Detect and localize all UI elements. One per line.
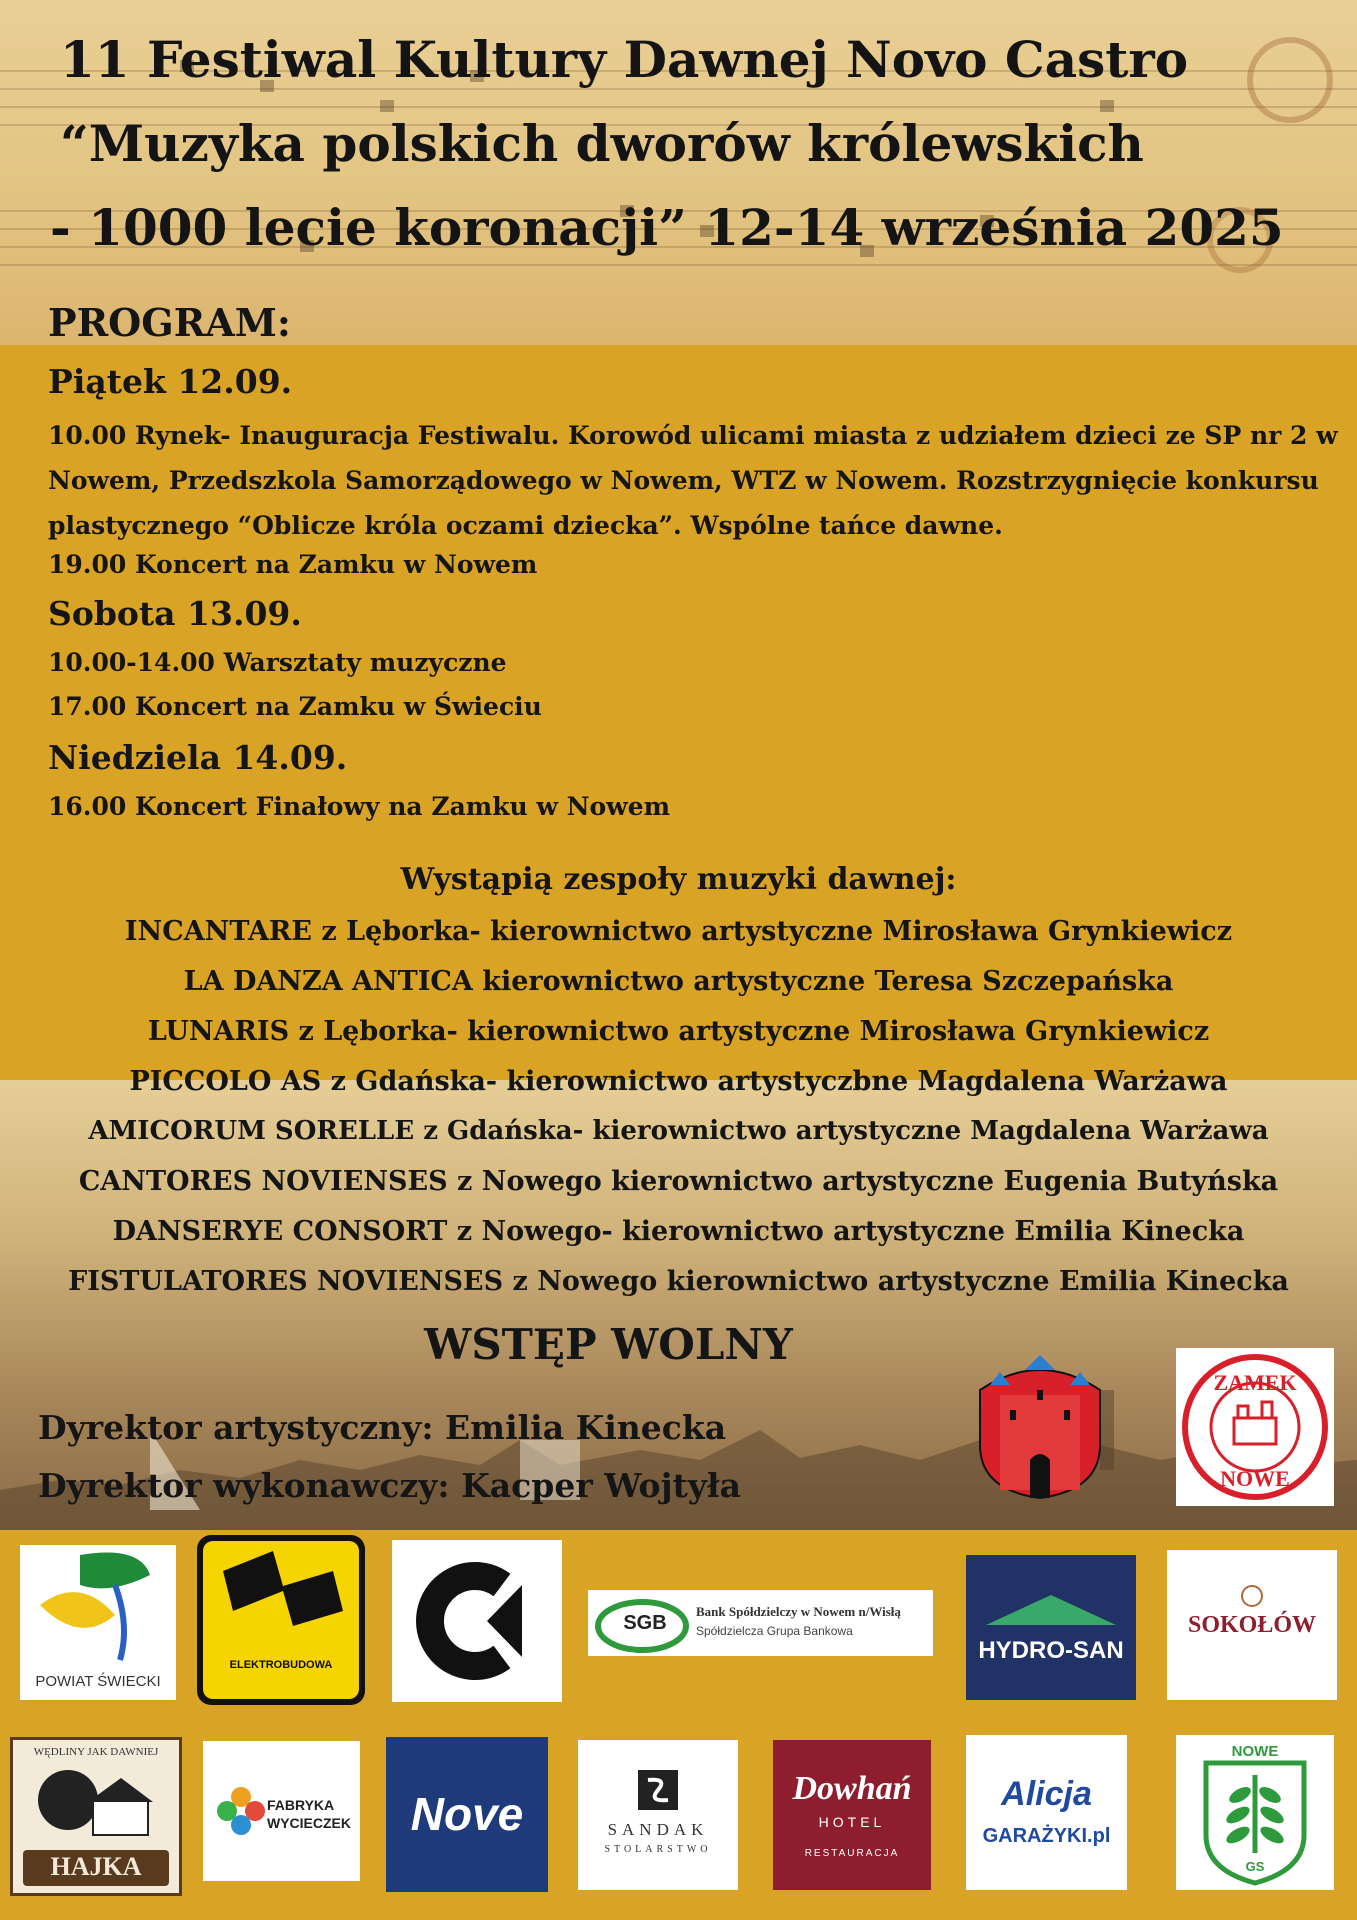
sandak-logo <box>578 1740 738 1890</box>
ensemble-item: FISTULATORES NOVIENSES z Nowego kierownictwo artystyczne Emilia Kinecka <box>68 1266 1289 1297</box>
nowe-label: NOWE <box>1220 1466 1290 1491</box>
powiat-label: POWIAT ŚWIECKI <box>35 1673 161 1690</box>
elektrobudowa-label: ELEKTROBUDOWA <box>229 1659 333 1671</box>
program-heading: PROGRAM: <box>48 300 291 345</box>
dowhan-hotel-label: HOTEL <box>818 1814 886 1830</box>
town-engraving-background <box>0 1080 1357 1530</box>
zamek-label: ZAMEK <box>1213 1370 1297 1395</box>
gs-nowe-logo <box>1176 1735 1334 1890</box>
fabryka-wycieczek-logo <box>203 1741 360 1881</box>
sgb-bank-logo <box>588 1590 933 1656</box>
ensemble-item: INCANTARE z Lęborka- kierownictwo artystyczne Mirosława Grynkiewicz <box>124 916 1233 947</box>
festival-title <box>50 18 1320 270</box>
sgb-bank-name: Bank Spółdzielczy w Nowem n/Wisłą <box>696 1604 901 1619</box>
garazyki-label: GARAŻYKI.pl <box>982 1825 1111 1847</box>
hydro-roof-icon <box>966 1555 1136 1635</box>
hydro-san-label: HYDRO-SAN <box>978 1637 1124 1664</box>
gs-label: GS <box>1245 1859 1265 1874</box>
ensemble-item: LA DANZA ANTICA kierownictwo artystyczne Teresa Szczepańska <box>183 966 1174 997</box>
title-line-3: - 1000 lecie koronacji” 12-14 września 2025 <box>50 198 1284 257</box>
nowe-coat-of-arms-icon <box>970 1350 1110 1500</box>
ensembles-heading: Wystąpią zespoły muzyki dawnej: <box>400 862 957 897</box>
c-brand-logo <box>392 1540 562 1702</box>
ensemble-item: PICCOLO AS z Gdańska- kierownictwo artystyczbne Magdalena Warżawa <box>129 1066 1228 1097</box>
free-admission: WSTĘP WOLNY <box>424 1320 793 1369</box>
ensemble-item: LUNARIS z Lęborka- kierownictwo artystyczne Mirosława Grynkiewicz <box>147 1016 1210 1047</box>
day-friday-label: Piątek 12.09. <box>48 362 293 401</box>
powiat-swiecki-logo <box>20 1545 176 1700</box>
header-banner <box>0 0 1357 345</box>
sunday-event-1: 16.00 Koncert Finałowy na Zamku w Nowem <box>48 792 671 821</box>
nove-logo <box>386 1737 548 1892</box>
friday-event-2: 19.00 Koncert na Zamku w Nowem <box>48 550 538 579</box>
saturday-event-2: 17.00 Koncert na Zamku w Świeciu <box>48 692 542 721</box>
day-saturday-label: Sobota 13.09. <box>48 594 302 633</box>
ensemble-item: CANTORES NOVIENSES z Nowego kierownictwo artystyczne Eugenia Butyńska <box>78 1166 1279 1197</box>
hajka-house-icon <box>13 1760 179 1850</box>
gs-nowe-label: NOWE <box>1231 1743 1279 1760</box>
alicja-label: Alicja <box>1001 1775 1092 1813</box>
hajka-logo <box>10 1737 182 1896</box>
elektrobudowa-logo <box>197 1535 365 1705</box>
friday-event-1: 10.00 Rynek- Inauguracja Festiwalu. Korowód ulicami miasta z udziałem dzieci ze SP nr 2 w Nowem, Przedszkola Samorządowego w Nowem, WTZ w Nowem. Rozstrzygnięcie konkursu plastycznego “Oblicze króla oczami dziecka”. Wspólne tańce dawne. <box>48 421 1338 540</box>
sgb-group-name: Spółdzielcza Grupa Bankowa <box>696 1624 853 1638</box>
sokolow-logo <box>1167 1550 1337 1700</box>
title-line-1: 11 Festiwal Kultury Dawnej Novo Castro <box>60 30 1189 89</box>
sokolow-emblem-icon <box>1167 1550 1337 1610</box>
fabryka-flower-icon <box>211 1781 271 1841</box>
zamek-nowe-logo <box>1176 1348 1334 1506</box>
dowhan-label: Dowhań <box>792 1770 912 1807</box>
town-silhouette <box>0 1370 1357 1530</box>
dowhan-hotel-logo <box>773 1740 931 1890</box>
nove-label: Nove <box>410 1788 524 1840</box>
alicja-garazyki-logo <box>966 1735 1127 1890</box>
saturday-event-1: 10.00-14.00 Warsztaty muzyczne <box>48 648 507 677</box>
artistic-director: Dyrektor artystyczny: Emilia Kinecka <box>38 1408 727 1447</box>
hajka-label: HAJKA <box>50 1852 142 1881</box>
ensemble-item: DANSERYE CONSORT z Nowego- kierownictwo artystyczne Emilia Kinecka <box>112 1216 1245 1247</box>
dowhan-restaurant-label: RESTAURACJA <box>804 1848 900 1859</box>
sandak-sub-label: STOLARSTWO <box>604 1844 712 1855</box>
sgb-label: SGB <box>623 1612 667 1634</box>
ensemble-item: AMICORUM SORELLE z Gdańska- kierownictwo artystyczne Magdalena Warżawa <box>88 1116 1269 1146</box>
zamek-stamp-icon <box>1176 1348 1334 1506</box>
hydro-san-logo <box>966 1555 1136 1700</box>
fabryka-label-2: WYCIECZEK <box>267 1815 351 1831</box>
powiat-leaf-icon <box>20 1545 176 1665</box>
fabryka-label-1: FABRYKA <box>267 1797 335 1813</box>
elektrobudowa-mark-icon <box>203 1541 359 1661</box>
sandak-label: SANDAK <box>607 1820 709 1839</box>
day-sunday-label: Niedziela 14.09. <box>48 738 348 777</box>
sokolow-label: SOKOŁÓW <box>1187 1612 1317 1638</box>
c-arrow-icon <box>392 1540 562 1702</box>
hajka-tagline: WĘDLINY JAK DAWNIEJ <box>33 1746 159 1758</box>
title-line-2: “Muzyka polskich dworów królewskich <box>60 114 1144 173</box>
sandak-emblem-icon <box>578 1740 738 1810</box>
executive-director: Dyrektor wykonawczy: Kacper Wojtyła <box>38 1466 742 1505</box>
